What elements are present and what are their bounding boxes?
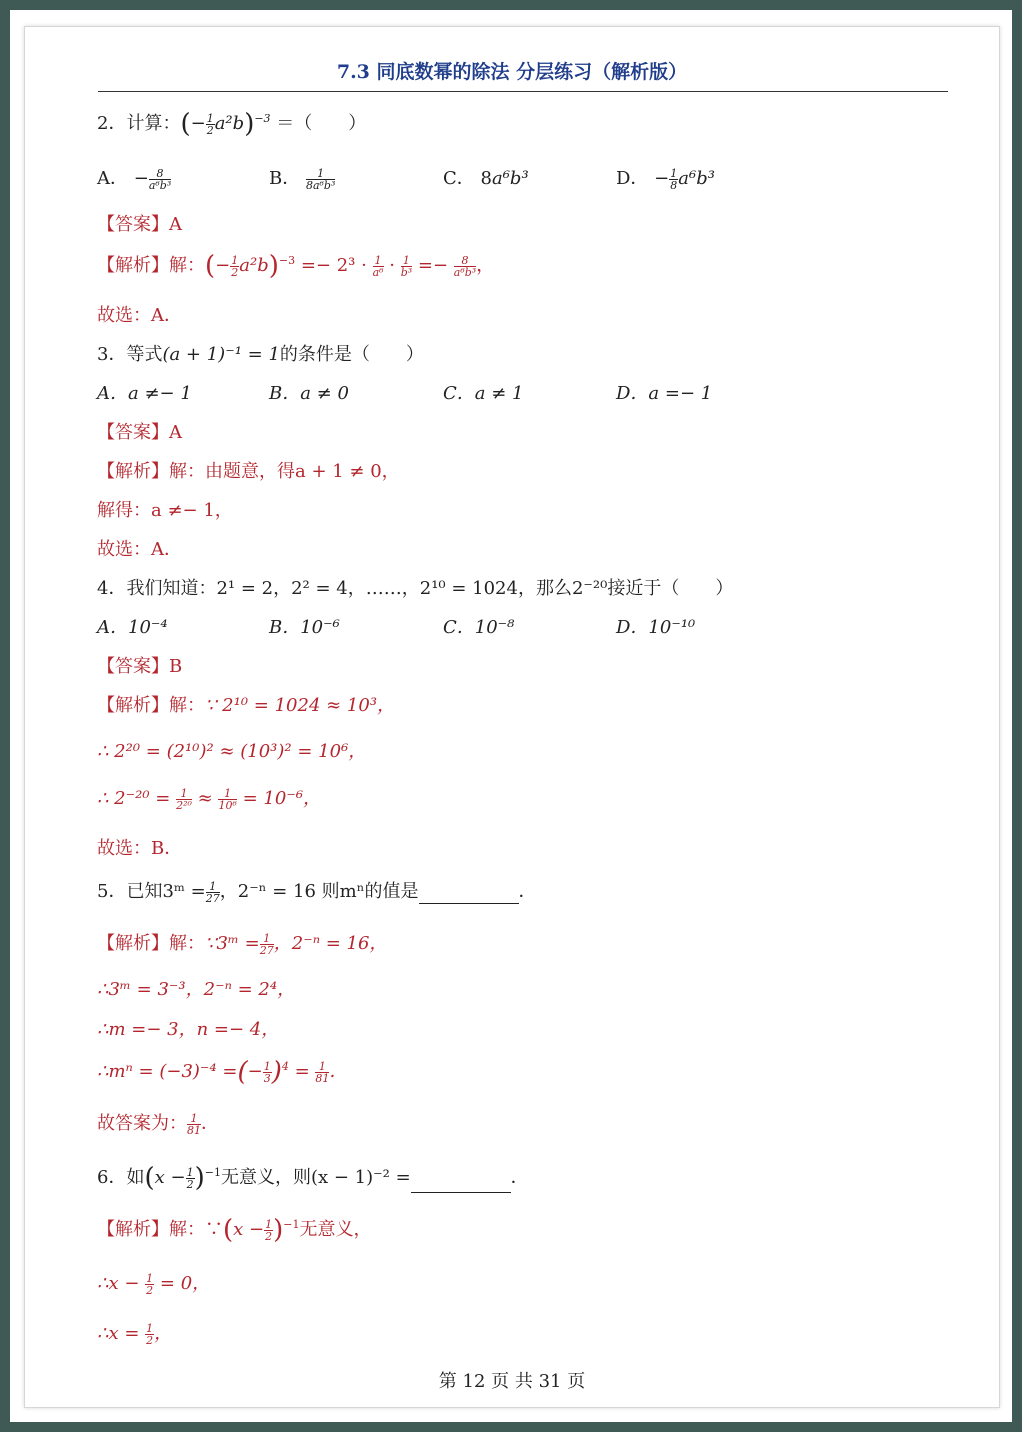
q6-analysis: 【解析】解：∵(x − $\frac{1}{2}$ )$^{-1}$无意义，: [97, 1215, 372, 1245]
document-page: [24, 26, 1000, 1408]
q4-option-a[interactable]: A．10⁻⁴: [97, 617, 168, 638]
q2-answer: 【答案】A: [97, 214, 182, 235]
q5-conclusion: 故答案为： $\frac{1}{81}$ ．: [97, 1111, 219, 1137]
q2-option-b[interactable]: B． $\frac{1}{\text{8a⁶b³}}$: [269, 166, 336, 192]
page-footer: 第 12 页 共 31 页: [438, 1371, 586, 1392]
q3-option-b[interactable]: B．a ≠ 0: [269, 383, 349, 404]
q2-conclusion: 故选：A．: [97, 305, 182, 326]
q2-stem-tail: ＝（ ）: [276, 113, 367, 134]
q2-option-d[interactable]: D． − $\frac{1}{8}$ a⁶b³: [616, 166, 715, 192]
q4-conclusion: 故选：B．: [97, 838, 183, 859]
q6-stem: 6．如(x − $\frac{1}{2}$ )$^{-1}$无意义，则(x − 1)⁻² = ．: [97, 1163, 529, 1193]
q6-step2: ∴x − $\frac{1}{2}$ = 0，: [97, 1271, 211, 1297]
q5-stem: 5．已知3ᵐ = $\frac{1}{27}$ ，2⁻ⁿ = 16 则mⁿ的值是 ．: [97, 879, 537, 905]
q4-option-d[interactable]: D．10⁻¹⁰: [616, 617, 696, 638]
q3-option-a[interactable]: A．a ≠− 1: [97, 383, 192, 404]
q5-step3: ∴m =− 3，n =− 4，: [97, 1019, 280, 1040]
q4-option-b[interactable]: B．10⁻⁶: [269, 617, 340, 638]
q3-stem: 3．等式(a + 1)⁻¹ = 1的条件是（ ）: [97, 344, 424, 365]
q4-analysis: 【解析】解：∵ 2¹⁰ = 1024 ≈ 10³，: [97, 695, 396, 716]
q5-analysis: 【解析】解：∵3ᵐ = $\frac{1}{27}$ ，2⁻ⁿ = 16，: [97, 931, 388, 957]
q6-answer-blank[interactable]: [411, 1174, 511, 1193]
header-rule: [98, 91, 948, 92]
q5-answer-blank[interactable]: [419, 885, 519, 904]
q2-stem: 2．计算：(− $\frac{1}{2}$ a²b)$^{-3}$ ＝（ ）: [97, 109, 367, 139]
q2-frac-half: $\frac{1}{2}$: [206, 111, 214, 137]
q3-analysis: 【解析】解：由题意，得a + 1 ≠ 0，: [97, 461, 400, 482]
q2-option-c[interactable]: C． 8a⁶b³: [443, 168, 529, 189]
page-frame: [10, 10, 1012, 1422]
q4-option-c[interactable]: C．10⁻⁸: [443, 617, 515, 638]
q3-solve: 解得：a ≠− 1，: [97, 500, 233, 521]
q3-option-c[interactable]: C．a ≠ 1: [443, 383, 524, 404]
page-title: 7.3 同底数幂的除法 分层练习（解析版）: [336, 61, 688, 83]
q5-step2: ∴3ᵐ = 3⁻³，2⁻ⁿ = 2⁴，: [97, 979, 296, 1000]
q2-analysis: 【解析】解：(− $\frac{1}{2}$ a²b)$^{-3}$ =− 2³ · $\frac{1}{\text{a⁶}}$ · $\frac{1}{\text{b³}}$ =− $\frac{8}{\text{a⁶b³}}$ ，: [97, 251, 495, 281]
q3-answer: 【答案】A: [97, 422, 182, 443]
q4-step3: ∴ 2⁻²⁰ = $\frac{1}{\text{2²⁰}}$ ≈ $\frac{1}{\text{10⁶}}$ = 10⁻⁶，: [97, 786, 322, 812]
q4-step2: ∴ 2²⁰ = (2¹⁰)² ≈ (10³)² = 10⁶，: [97, 741, 367, 762]
q4-answer: 【答案】B: [97, 656, 183, 677]
q2-option-a[interactable]: A． − $\frac{8}{\text{a⁶b³}}$: [97, 166, 172, 192]
q4-stem: 4．我们知道：2¹ = 2，2² = 4，……，2¹⁰ = 1024，那么2⁻²⁰接近于（ ）: [97, 578, 734, 599]
q2-stem-prefix: 2．计算：: [97, 113, 181, 134]
q6-step3: ∴x = $\frac{1}{2}$ ，: [97, 1321, 173, 1347]
q3-conclusion: 故选：A．: [97, 539, 182, 560]
q3-option-d[interactable]: D．a =− 1: [616, 383, 713, 404]
q5-step4: ∴mⁿ = (−3)⁻⁴ =(− $\frac{1}{3}$ )$^4$ = $\frac{1}{81}$ ．: [97, 1057, 348, 1087]
